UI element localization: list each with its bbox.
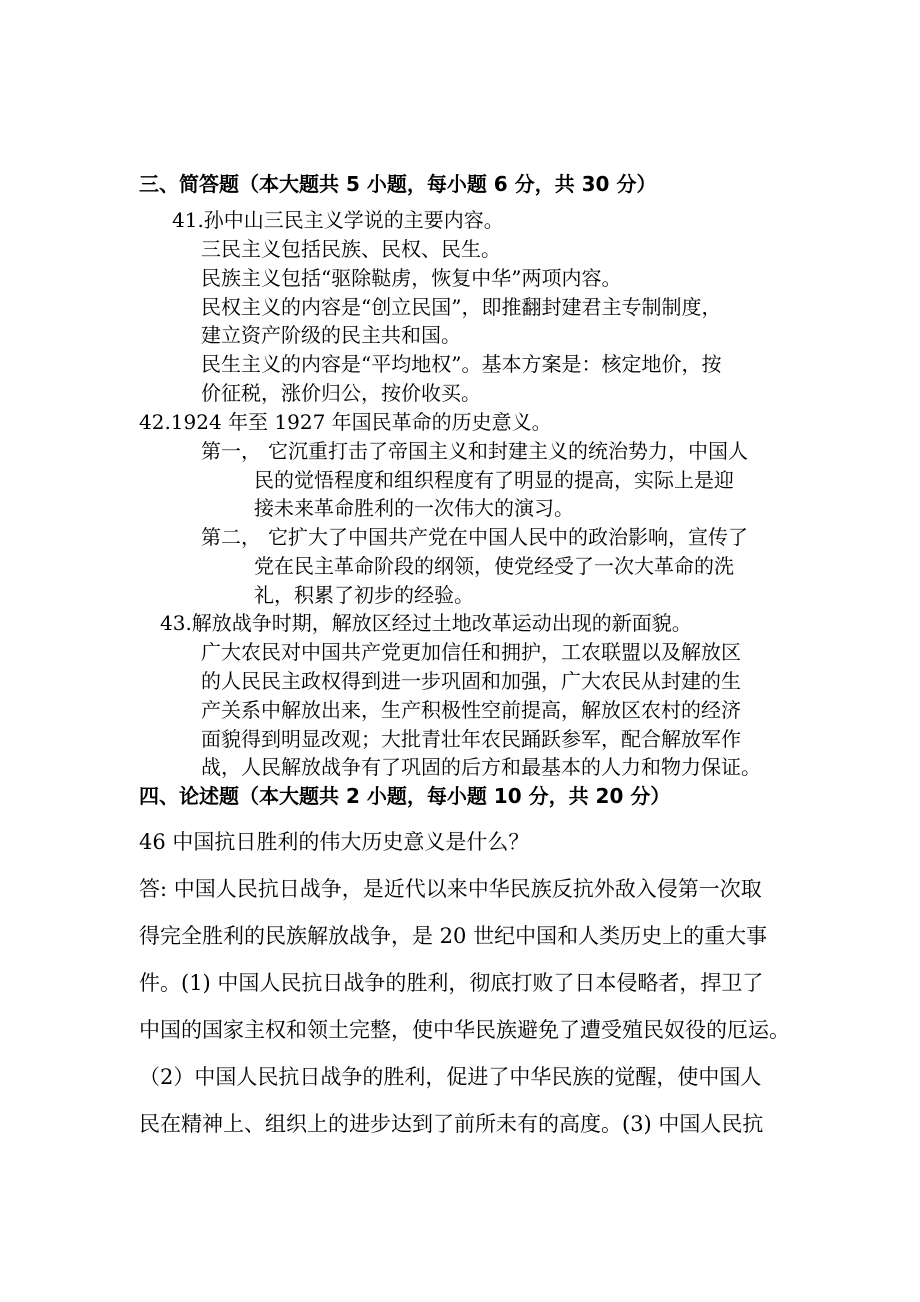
- question-42-point-1-label: 第一，: [201, 439, 261, 463]
- question-46-answer-line: （2）中国人民抗日战争的胜利，促进了中华民族的觉醒，使中国人: [139, 1065, 762, 1089]
- question-46-answer-line: 中国的国家主权和领土完整，使中华民族避免了遭受殖民奴役的厄运。: [139, 1018, 790, 1042]
- question-42-point-1-line: 接未来革命胜利的一次伟大的演习。: [254, 496, 574, 520]
- question-42-point-2-line: 它扩大了中国共产党在中国人民中的政治影响，宣传了: [268, 525, 748, 549]
- question-46-answer-line: 件。(1) 中国人民抗日战争的胜利，彻底打败了日本侵略者，捍卫了: [139, 971, 764, 995]
- question-46-answer-line: 民在精神上、组织上的进步达到了前所未有的高度。(3) 中国人民抗: [139, 1112, 764, 1136]
- question-42-title: 42.1924 年至 1927 年国民革命的历史意义。: [139, 410, 552, 434]
- question-41-answer-line: 建立资产阶级的民主共和国。: [201, 323, 461, 347]
- question-41-answer-line: 民生主义的内容是“平均地权”。基本方案是：核定地价，按: [201, 352, 722, 376]
- question-42-point-1-line: 它沉重打击了帝国主义和封建主义的统治势力，中国人: [268, 439, 748, 463]
- question-46-answer-line: 得完全胜利的民族解放战争，是 20 世纪中国和人类历史上的重大事: [139, 924, 768, 948]
- question-41-answer-line: 民权主义的内容是“创立民国”，即推翻封建君主专制制度，: [201, 295, 722, 319]
- question-46-title: 46 中国抗日胜利的伟大历史意义是什么？: [139, 830, 530, 854]
- question-43-title: 43.解放战争时期，解放区经过土地改革运动出现的新面貌。: [160, 611, 692, 635]
- question-42-point-2-line: 礼，积累了初步的经验。: [254, 583, 474, 607]
- question-42-point-2-line: 党在民主革命阶段的纲领，使党经受了一次大革命的洗: [254, 554, 734, 578]
- question-43-answer-line: 广大农民对中国共产党更加信任和拥护，工农联盟以及解放区: [201, 640, 741, 664]
- question-42-point-1-line: 民的觉悟程度和组织程度有了明显的提高，实际上是迎: [254, 468, 734, 492]
- question-41-answer-line: 三民主义包括民族、民权、民生。: [201, 237, 501, 261]
- section-4-heading: 四、论述题（本大题共 2 小题，每小题 10 分，共 20 分）: [139, 784, 671, 808]
- question-43-answer-line: 的人民民主政权得到进一步巩固和加强，广大农民从封建的生: [201, 669, 741, 693]
- question-46-answer-line: 答: 中国人民抗日战争，是近代以来中华民族反抗外敌入侵第一次取: [139, 877, 762, 901]
- question-41-title: 41.孙中山三民主义学说的主要内容。: [172, 208, 504, 232]
- question-41-answer-line: 民族主义包括“驱除鞑虏，恢复中华”两项内容。: [201, 266, 622, 290]
- question-41-answer-line: 价征税，涨价归公，按价收买。: [201, 381, 481, 405]
- question-42-point-2-label: 第二，: [201, 525, 261, 549]
- question-43-answer-line: 战，人民解放战争有了巩固的后方和最基本的人力和物力保证。: [201, 755, 761, 779]
- question-43-answer-line: 产关系中解放出来，生产积极性空前提高，解放区农村的经济: [201, 698, 741, 722]
- question-43-answer-line: 面貌得到明显改观；大批青壮年农民踊跃参军，配合解放军作: [201, 727, 741, 751]
- section-3-heading: 三、简答题（本大题共 5 小题，每小题 6 分，共 30 分）: [139, 172, 657, 196]
